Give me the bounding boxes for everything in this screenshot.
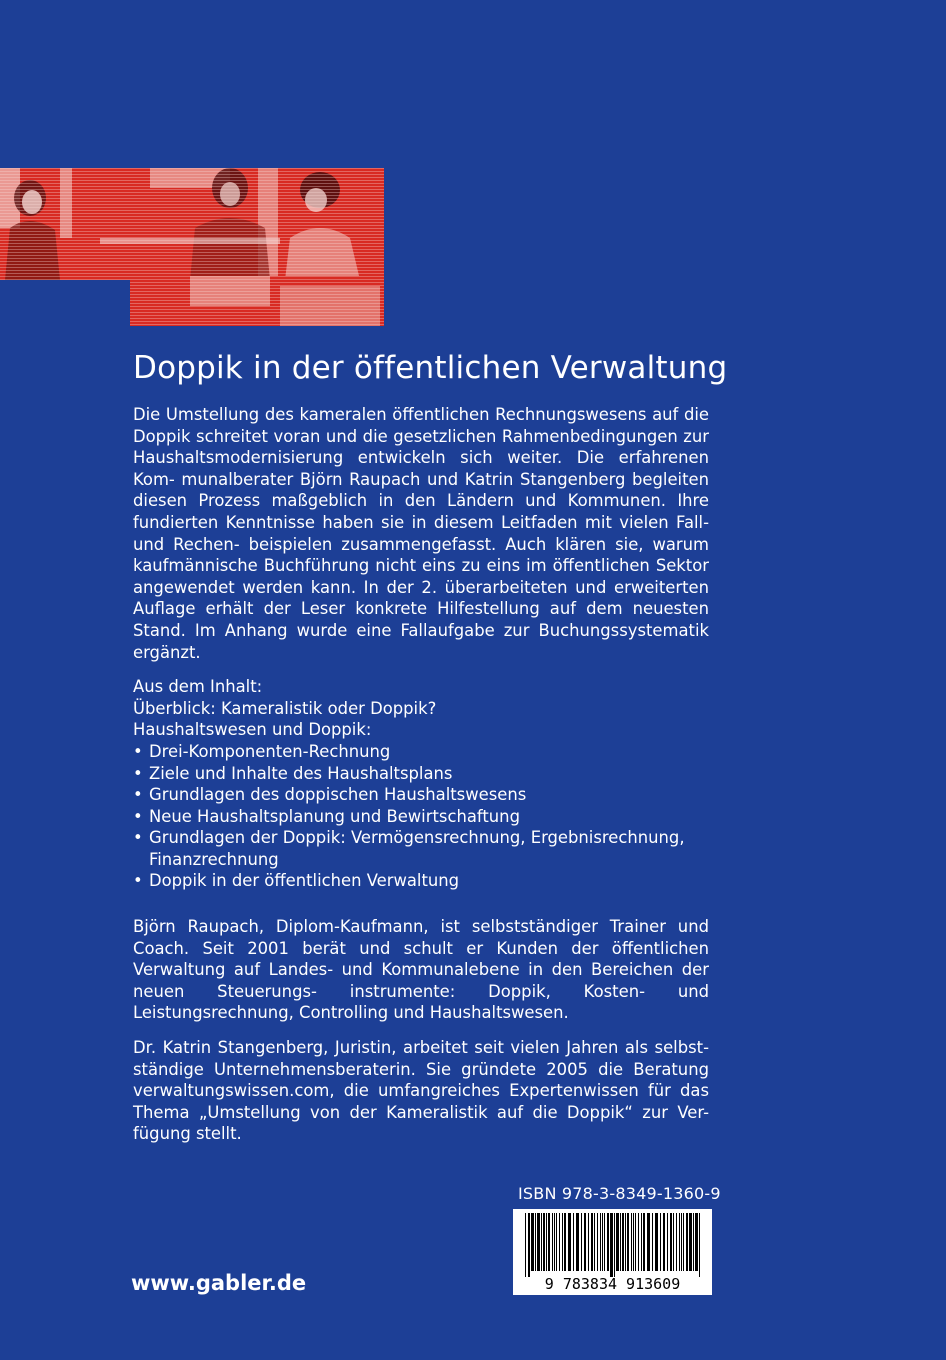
barcode-bar bbox=[607, 1213, 609, 1271]
intro-line: Haushaltsmodernisierung entwickeln sich weiter. Die erfahrenen Kom- bbox=[133, 448, 709, 489]
barcode-bar bbox=[576, 1213, 579, 1271]
barcode-bar bbox=[667, 1213, 668, 1271]
list-item: • Grundlagen des doppischen Haushaltswesens bbox=[133, 784, 709, 806]
author-bio-stangenberg bbox=[133, 1037, 709, 1145]
bio-line: verwaltungswissen.com, die umfangreiches Expertenwissen für das bbox=[133, 1081, 709, 1101]
bio-line: Thema „Umstellung von der Kameralistik auf die Doppik“ zur Ver- bbox=[133, 1102, 709, 1122]
barcode-bar bbox=[638, 1213, 639, 1271]
barcode-bar bbox=[655, 1213, 658, 1271]
barcode-bar bbox=[597, 1213, 598, 1271]
barcode-bar bbox=[600, 1213, 601, 1271]
list-item: • Doppik in der öffentlichen Verwaltung bbox=[133, 870, 709, 892]
bio-line: Dr. Katrin Stangenberg, Juristin, arbeitet seit vielen Jahren als selbst- bbox=[133, 1038, 709, 1058]
barcode-bar bbox=[604, 1213, 605, 1271]
cover-photo-lower bbox=[130, 276, 384, 326]
barcode-bar bbox=[643, 1213, 645, 1271]
barcode-bar bbox=[683, 1213, 684, 1271]
barcode-bar bbox=[681, 1213, 682, 1271]
intro-line: munalberater Björn Raupach und Katrin Stangenberg begleiten diesen bbox=[133, 469, 709, 511]
cover-photo bbox=[0, 168, 384, 280]
barcode-bar bbox=[535, 1213, 536, 1271]
barcode-bar bbox=[537, 1213, 540, 1271]
barcode-bar bbox=[693, 1213, 694, 1271]
barcode-bar bbox=[695, 1213, 698, 1271]
contents-overview: Überblick: Kameralistik oder Doppik? bbox=[133, 698, 437, 718]
barcode-bar bbox=[631, 1213, 632, 1271]
isbn-label: ISBN 978-3-8349-1360-9 bbox=[518, 1184, 721, 1203]
intro-paragraph bbox=[133, 404, 709, 663]
barcode-bar bbox=[573, 1213, 574, 1271]
book-title: Doppik in der öffentlichen Verwaltung bbox=[133, 350, 728, 386]
barcode-bar bbox=[660, 1213, 661, 1271]
intro-line: Die Umstellung des kameralen öffentlichen Rechnungswesens auf die bbox=[133, 405, 709, 424]
barcode-bar bbox=[584, 1213, 586, 1271]
barcode-bar bbox=[602, 1213, 603, 1271]
list-item: • Neue Haushaltsplanung und Bewirtschaftung bbox=[133, 806, 709, 828]
barcode-bar bbox=[552, 1213, 553, 1271]
intro-line: werden kann. In der 2. überarbeiteten und erweiterten Auflage erhält bbox=[133, 577, 709, 619]
barcode bbox=[513, 1209, 712, 1295]
barcode-bar bbox=[625, 1213, 626, 1271]
intro-line: Kenntnisse haben sie in diesem Leitfaden mit vielen Fall- und Rechen- bbox=[133, 512, 710, 554]
cover-photo-illustration bbox=[0, 168, 384, 280]
contents-heading: Aus dem Inhalt: bbox=[133, 677, 263, 697]
barcode-bar bbox=[689, 1213, 692, 1271]
barcode-bar bbox=[647, 1213, 650, 1271]
bio-line: Landes- und Kommunalebene in den Bereichen der neuen Steuerungs- bbox=[133, 960, 709, 1001]
barcode-bar bbox=[614, 1213, 615, 1277]
barcode-bar bbox=[543, 1213, 545, 1271]
intro-line: Prozess maßgeblich in den Ländern und Kommunen. Ihre fundierten bbox=[133, 491, 709, 532]
barcode-bar bbox=[528, 1213, 530, 1277]
barcode-bar bbox=[556, 1213, 557, 1271]
barcode-graphic bbox=[513, 1209, 712, 1295]
barcode-bar bbox=[531, 1213, 534, 1271]
list-item: • Ziele und Inhalte des Haushaltsplans bbox=[133, 763, 709, 785]
list-item: • Grundlagen der Doppik: Vermögensrechnung, Ergebnisrechnung, Finanzrechnung bbox=[133, 827, 709, 870]
bio-line: fügung stellt. bbox=[133, 1124, 242, 1144]
barcode-bar bbox=[548, 1213, 550, 1271]
barcode-bar bbox=[641, 1213, 642, 1271]
bio-line: Björn Raupach, Diplom-Kaufmann, ist selbstständiger Trainer und Coach. bbox=[133, 917, 709, 958]
barcode-bar bbox=[610, 1213, 613, 1277]
intro-line: beispielen zusammengefasst. Auch klären sie, warum kaufmännische bbox=[133, 534, 709, 576]
barcode-bar bbox=[699, 1213, 700, 1277]
barcode-bar bbox=[635, 1213, 636, 1271]
intro-line: Buchführung nicht eins zu eins im öffentlichen Sektor angewendet bbox=[133, 556, 709, 597]
barcode-bar bbox=[594, 1213, 595, 1271]
barcode-bar bbox=[673, 1213, 674, 1271]
barcode-bar bbox=[541, 1213, 542, 1271]
list-item: • Drei-Komponenten-Rechnung bbox=[133, 741, 709, 763]
barcode-bar bbox=[652, 1213, 653, 1271]
barcode-number: 9 783834 913609 bbox=[544, 1275, 681, 1293]
barcode-bar bbox=[562, 1213, 563, 1271]
bio-line: ständige Unternehmensberaterin. Sie gründete 2005 die Beratung bbox=[133, 1059, 709, 1079]
barcode-bar bbox=[633, 1213, 634, 1271]
barcode-bar bbox=[627, 1213, 629, 1271]
barcode-bar bbox=[581, 1213, 582, 1271]
bio-line: Haushaltswesen. bbox=[429, 1003, 569, 1023]
cover-photo-lower-illustration bbox=[130, 276, 384, 326]
barcode-bar bbox=[663, 1213, 665, 1271]
barcode-bar bbox=[620, 1213, 621, 1271]
intro-line: Doppik schreitet voran und die gesetzlichen Rahmenbedingungen zur bbox=[133, 426, 709, 446]
barcode-bar bbox=[591, 1213, 593, 1271]
barcode-bar bbox=[676, 1213, 677, 1271]
bio-line: instrumente: Doppik, Kosten- und Leistungsrechnung, Controlling und bbox=[133, 981, 710, 1023]
back-cover-text bbox=[133, 404, 709, 1158]
barcode-bar bbox=[679, 1213, 680, 1271]
barcode-bar bbox=[546, 1213, 547, 1271]
intro-line: der Leser konkrete Hilfestellung auf dem neuesten Stand. Im Anhang bbox=[133, 599, 709, 640]
barcode-bar bbox=[670, 1213, 672, 1271]
publisher-website[interactable]: www.gabler.de bbox=[131, 1271, 307, 1295]
barcode-bar bbox=[554, 1213, 555, 1271]
barcode-bar bbox=[564, 1213, 566, 1271]
author-bio-raupach bbox=[133, 916, 709, 1024]
barcode-bar bbox=[616, 1213, 619, 1271]
bio-line: Seit 2001 berät und schult er Kunden der öffentlichen Verwaltung auf bbox=[133, 938, 710, 980]
barcode-bar bbox=[568, 1213, 571, 1271]
contents-section: Haushaltswesen und Doppik: bbox=[133, 720, 372, 740]
barcode-bar bbox=[686, 1213, 688, 1271]
barcode-bar bbox=[525, 1213, 526, 1277]
barcode-bar bbox=[622, 1213, 624, 1271]
barcode-bar bbox=[559, 1213, 560, 1271]
barcode-bar bbox=[588, 1213, 589, 1271]
contents-list bbox=[133, 741, 709, 892]
intro-line: wurde eine Fallaufgabe zur Buchungssystematik ergänzt. bbox=[133, 620, 709, 662]
